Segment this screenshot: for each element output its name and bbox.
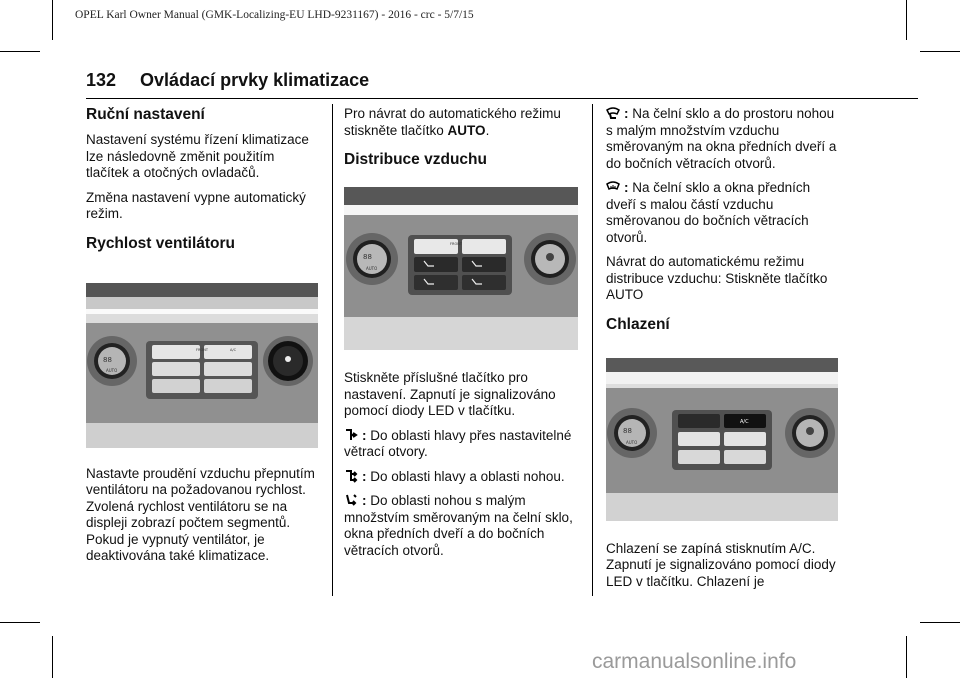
windshield-feet-icon: [606, 106, 620, 120]
panel-display: 88: [103, 355, 112, 364]
column-divider: [332, 104, 333, 596]
panel-auto-label: AUTO: [626, 439, 638, 445]
figure-fan-speed: [86, 283, 318, 448]
windshield-feet-text: Na čelní sklo a do prostoru nohou s malým množstvím vzduchu směrovaným na okna předních dveří a do bočních větracích otvorů.: [606, 106, 837, 171]
colon: :: [624, 106, 629, 121]
crop-mark: [52, 0, 53, 40]
climate-panel-illustration: [606, 358, 838, 521]
paragraph: [344, 428, 582, 461]
vent-head-icon: [344, 428, 358, 442]
paragraph: [344, 469, 582, 486]
column-1: [86, 106, 318, 573]
panel-front-label: FRONT: [196, 347, 208, 352]
colon: :: [624, 180, 629, 195]
chapter-title: Ovládací prvky klimatizace: [140, 70, 370, 90]
panel-auto-label: AUTO: [106, 367, 118, 373]
crop-mark: [52, 636, 53, 678]
figure-cooling: [606, 358, 838, 521]
panel-display: 88: [363, 253, 372, 261]
crop-mark: [920, 622, 960, 623]
crop-mark: [0, 51, 40, 52]
paragraph: [606, 180, 838, 246]
watermark: carmanualsonline.info: [592, 650, 797, 673]
vent-head-feet-icon: [344, 469, 358, 483]
vent-head-feet-text: Do oblasti hlavy a oblasti nohou.: [370, 468, 565, 484]
crop-mark: [0, 622, 40, 623]
column-divider: [592, 104, 593, 596]
column-3: [606, 106, 838, 598]
windshield-defrost-text: Na čelní sklo a okna předních dveří s malou částí vzduchu směrovanou do bočních větracích otvorů.: [606, 180, 811, 245]
panel-ac-label: A/C: [740, 418, 749, 425]
figure-air-distribution: [344, 187, 578, 350]
column-2: [344, 106, 582, 567]
panel-front-label: FRONT: [450, 242, 462, 246]
auto-period: .: [485, 122, 490, 138]
climate-panel-illustration: [344, 187, 578, 350]
panel-ac-label: A/C: [230, 347, 237, 352]
paragraph: [344, 493, 582, 559]
vent-feet-text: Do oblasti nohou s malým množstvím směrovaným na čelní sklo, okna předních dveří a do bočních větracích otvorů.: [344, 493, 573, 558]
vent-head-text: Do oblasti hlavy přes nastavitelné větrací otvory.: [344, 427, 572, 459]
crop-mark: [906, 636, 907, 678]
paragraph: [606, 106, 838, 172]
crop-mark: [920, 51, 960, 52]
panel-display: 88: [623, 426, 632, 435]
section-heading-cooling: Chlazení: [606, 315, 670, 333]
colon: :: [362, 468, 367, 484]
paragraph: Stiskněte příslušné tlačítko pro nastavení. Zapnutí je signalizováno pomocí diody LED v tlačítku.: [344, 370, 556, 418]
page-header: [86, 70, 918, 91]
panel-auto-label: AUTO: [366, 266, 378, 271]
section-heading-fan: Rychlost ventilátoru: [86, 234, 235, 252]
vent-feet-icon: [344, 493, 358, 507]
colon: :: [362, 427, 367, 443]
windshield-defrost-icon: [606, 180, 620, 194]
paragraph: [344, 106, 582, 139]
auto-return-text: Pro návrat do automatického režimu stiskněte tlačítko: [344, 106, 561, 138]
paragraph: Návrat do automatickému režimu distribuce vzduchu: Stiskněte tlačítko AUTO: [606, 254, 828, 302]
colon: :: [362, 493, 367, 508]
paragraph: Změna nastavení vypne automatický režim.: [86, 189, 306, 221]
running-head: OPEL Karl Owner Manual (GMK-Localizing-EU LHD-9231167) - 2016 - crc - 5/7/15: [75, 9, 474, 21]
page-number: 132: [86, 70, 117, 90]
climate-panel-illustration: [86, 283, 318, 448]
section-heading-manual: Ruční nastavení: [86, 106, 205, 123]
paragraph: Chlazení se zapíná stisknutím A/C. Zapnutí je signalizováno pomocí diody LED v tlačítku. Chlazení je: [606, 540, 836, 589]
paragraph: Nastavte proudění vzduchu přepnutím ventilátoru na požadovanou rychlost. Zvolená rychlost ventilátoru se na displeji zobrazí počtem segmentů. Pokud je vypnutý ventilátor, je deaktivována také klimatizace.: [86, 465, 315, 563]
header-rule: [86, 98, 918, 99]
auto-word: AUTO: [447, 122, 486, 138]
crop-mark: [906, 0, 907, 40]
paragraph: Nastavení systému řízení klimatizace lze následovně změnit použitím tlačítek a otočných ovladačů.: [86, 132, 309, 180]
section-heading-distribution: Distribuce vzduchu: [344, 151, 487, 168]
